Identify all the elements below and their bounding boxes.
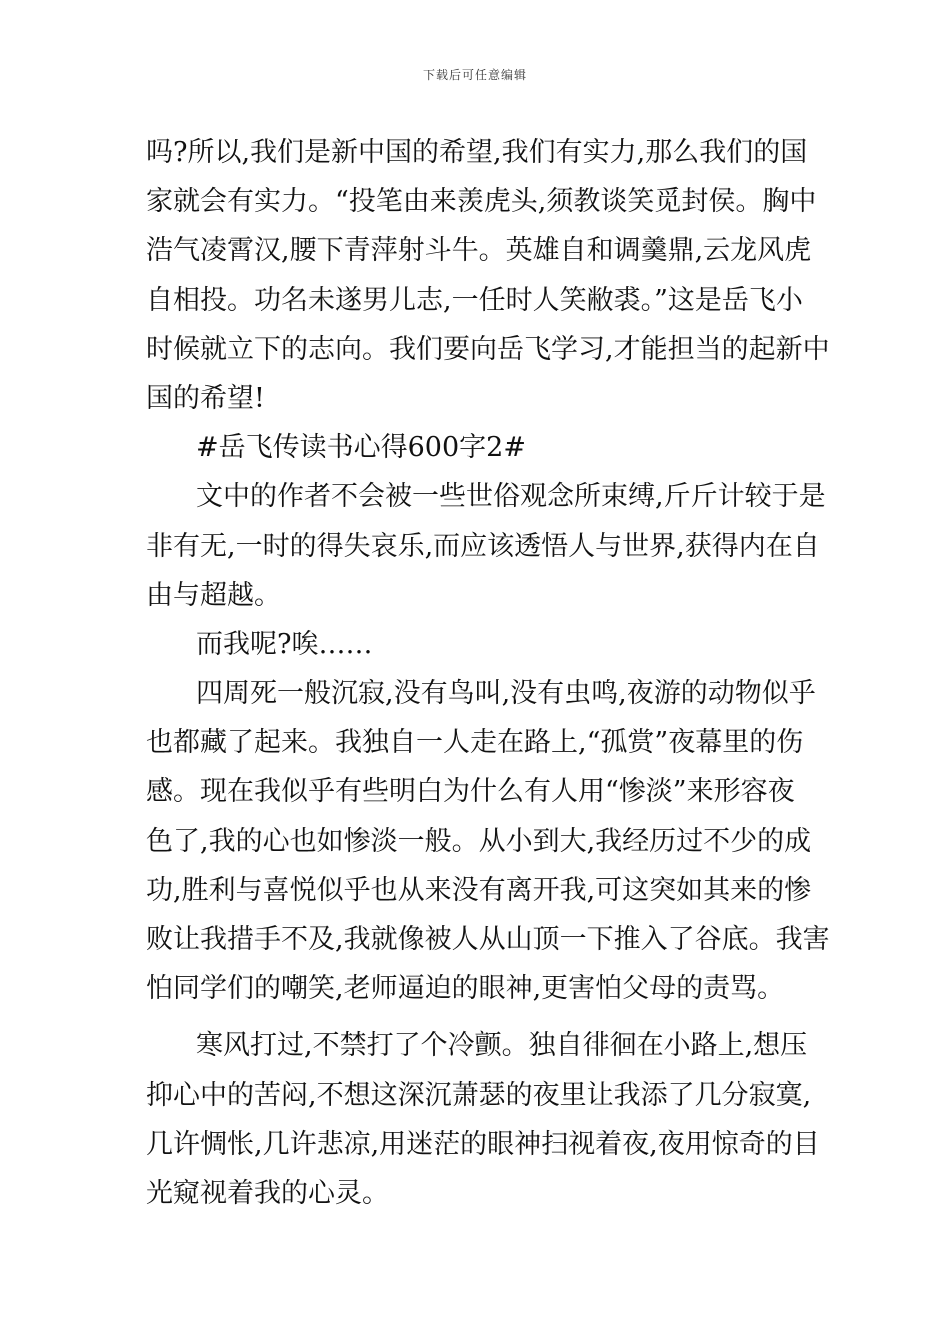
text-line: 光窥视着我的心灵。 — [146, 1177, 389, 1209]
text-line: 由与超越。 — [146, 579, 281, 611]
text-line: 几许惆怅,几许悲凉,用迷茫的眼神扫视着夜,夜用惊奇的目 — [146, 1128, 820, 1160]
text-line: 自相投。功名未遂男儿志,一任时人笑敝裘。”这是岳飞小 — [146, 284, 803, 316]
text-line: 也都藏了起来。我独自一人走在路上,“孤赏”夜幕里的伤 — [146, 727, 804, 759]
text-line: 非有无,一时的得失哀乐,而应该透悟人与世界,获得内在自 — [146, 530, 820, 562]
paragraph-gap — [146, 1013, 810, 1021]
text-line: 而我呢?唉…… — [196, 628, 373, 660]
text-line: 四周死一般沉寂,没有鸟叫,没有虫鸣,夜游的动物似乎 — [196, 678, 816, 710]
page-header: 下载后可任意编辑 — [422, 68, 527, 82]
text-line: 败让我措手不及,我就像被人从山顶一下推入了谷底。我害 — [146, 924, 830, 955]
text-line: 色了,我的心也如惨淡一般。从小到大,我经历过不少的成 — [146, 825, 812, 857]
text-line: 国的希望! — [146, 382, 265, 414]
text-line: 时候就立下的志向。我们要向岳飞学习,才能担当的起新中 — [146, 333, 830, 365]
text-line: 家就会有实力。“投笔由来羡虎头,须教谈笑觅封侯。胸中 — [146, 186, 817, 218]
text-line: 感。现在我似乎有些明白为什么有人用“惨淡”来形容夜 — [146, 776, 795, 808]
text-line: 寒风打过,不禁打了个冷颤。独自徘徊在小路上,想压 — [196, 1030, 808, 1062]
text-line: 功,胜利与喜悦似乎也从来没有离开我,可这突如其来的惨 — [146, 874, 812, 906]
document-body — [146, 128, 830, 1218]
text-line: 抑心中的苦闷,不想这深沉萧瑟的夜里让我添了几分寂寞, — [146, 1079, 812, 1111]
section-heading: #岳飞传读书心得600字2# — [196, 432, 526, 464]
text-line: 文中的作者不会被一些世俗观念所束缚,斤斤计较于是 — [196, 481, 826, 513]
text-line: 怕同学们的嘲笑,老师逼迫的眼神,更害怕父母的责骂。 — [146, 973, 785, 1005]
text-line: 吗?所以,我们是新中国的希望,我们有实力,那么我们的国 — [146, 137, 808, 168]
text-line: 浩气凌霄汉,腰下青萍射斗牛。英雄自和调羹鼎,云龙风虎 — [146, 235, 812, 267]
